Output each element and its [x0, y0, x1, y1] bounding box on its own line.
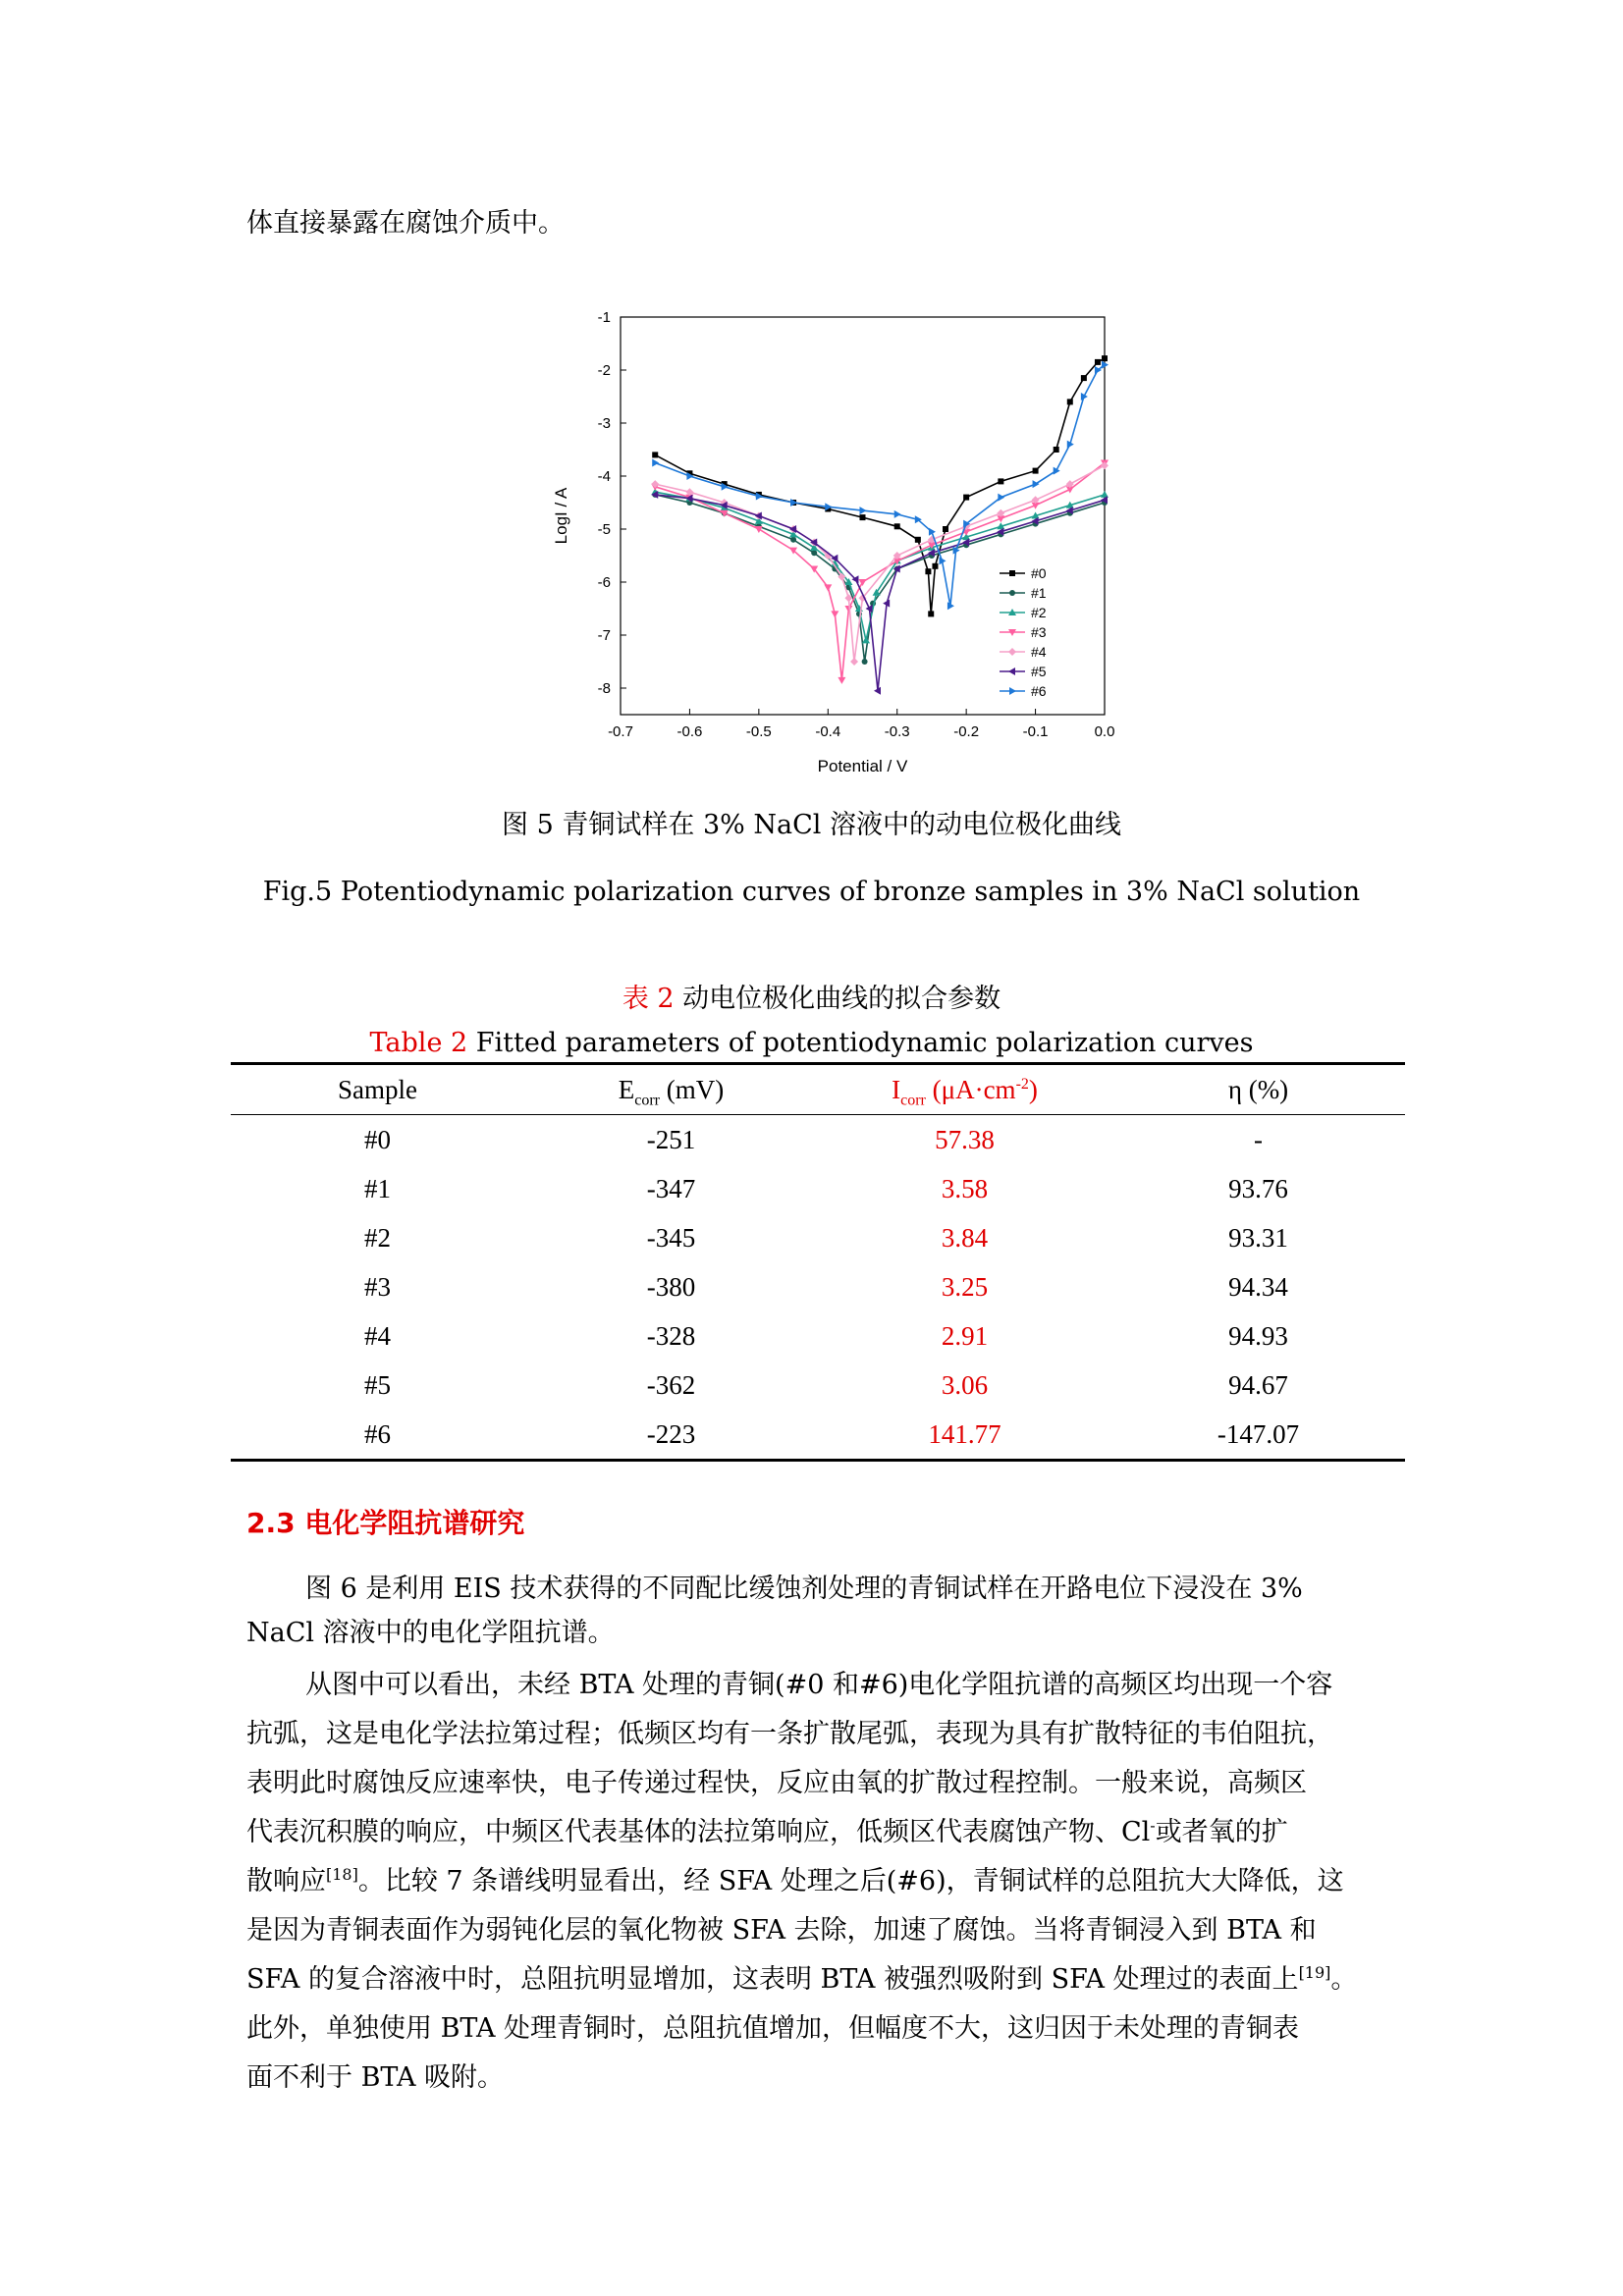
legend-marker [1009, 590, 1015, 596]
data-point [850, 658, 858, 666]
table-row [231, 1410, 1405, 1461]
cell-eta: 94.93 [1228, 1320, 1288, 1351]
paragraph-line: 是因为青铜表面作为弱钝化层的氧化物被 SFA 去除，加速了腐蚀。当将青铜浸入到 BTA 和 [246, 1915, 1317, 1946]
data-point [998, 494, 1004, 502]
x-tick-label: -0.5 [745, 723, 772, 740]
table-row [231, 1262, 1405, 1311]
legend-marker [1009, 687, 1016, 695]
y-tick-label: -4 [597, 468, 611, 485]
data-point [915, 537, 921, 543]
header-icorr-unit: (μA·cm [925, 1074, 1016, 1104]
table-row [231, 1361, 1405, 1410]
data-point [790, 537, 796, 543]
paragraph-line: 抗弧，这是电化学法拉第过程；低频区均有一条扩散尾弧，表现为具有扩散特征的韦伯阻抗， [246, 1719, 1333, 1749]
x-tick-label: -0.3 [884, 723, 910, 740]
cell-ecorr: -223 [524, 1410, 818, 1461]
cell-ecorr: -362 [646, 1369, 696, 1400]
data-point [1102, 355, 1108, 361]
cell-sample: #0 [364, 1124, 391, 1154]
table-caption-en-label: Table 2 [369, 1028, 468, 1058]
y-axis-label: LogI / A [552, 487, 570, 545]
header-icorr-main: I [892, 1074, 901, 1104]
cell-ecorr: -345 [646, 1222, 696, 1253]
y-tick-label: -8 [597, 680, 611, 697]
legend-label: #1 [1031, 585, 1047, 601]
legend-label: #6 [1031, 683, 1047, 699]
table-caption-en [0, 1030, 1623, 1056]
cell-icorr: 141.77 [818, 1410, 1111, 1461]
header-icorr [818, 1064, 1111, 1115]
y-tick-label: -7 [597, 627, 611, 644]
cell-ecorr: -380 [646, 1271, 696, 1302]
figure-caption-zh: 图 5 青铜试样在 3% NaCl 溶液中的动电位极化曲线 [502, 810, 1121, 840]
intro-line: 体直接暴露在腐蚀介质中。 [246, 208, 565, 239]
table-header-row [231, 1064, 1405, 1115]
data-point [925, 568, 931, 574]
paragraph-line: 表明此时腐蚀反应速率快，电子传递过程快，反应由氧的扩散过程控制。一般来说，高频区 [246, 1768, 1307, 1798]
cell-eta: - [1254, 1124, 1263, 1154]
data-point [1081, 375, 1087, 381]
paragraph-line: 面不利于 BTA 吸附。 [246, 2062, 505, 2093]
header-icorr-sub: corr [900, 1091, 926, 1108]
table-caption-zh-label: 表 2 [622, 984, 675, 1014]
header-ecorr-sub: corr [634, 1091, 661, 1108]
data-point [1081, 393, 1088, 400]
data-point [932, 563, 938, 569]
data-point [998, 478, 1003, 484]
data-point [894, 510, 901, 518]
y-tick-label: -1 [597, 309, 611, 326]
x-tick-label: 0.0 [1094, 723, 1115, 740]
x-axis-label: Potential / V [817, 757, 908, 775]
x-tick-label: -0.7 [608, 723, 633, 740]
x-tick-label: -0.6 [676, 723, 703, 740]
header-eta: η (%) [1111, 1064, 1405, 1115]
cell-eta: 94.67 [1228, 1369, 1288, 1400]
cell-icorr: 3.58 [941, 1173, 989, 1203]
paragraph-fragment: 或者氧的扩 [1155, 1817, 1288, 1847]
polarization-chart [530, 293, 1139, 783]
data-point [963, 495, 969, 501]
cell-ecorr: -347 [646, 1173, 696, 1203]
cell-sample: #4 [364, 1320, 391, 1351]
paragraph-line: 从图中可以看出，未经 BTA 处理的青铜(#0 和#6)电化学阻抗谱的高频区均出现一个容 [305, 1670, 1333, 1700]
legend-label: #4 [1031, 644, 1047, 660]
data-point [1067, 399, 1073, 404]
header-ecorr-unit: (mV) [660, 1074, 725, 1104]
legend-marker [1008, 667, 1015, 675]
y-tick-label: -2 [597, 362, 611, 379]
data-point [824, 584, 832, 591]
data-point [755, 526, 763, 533]
header-icorr-close: ) [1028, 1074, 1038, 1104]
paragraph-line: NaCl 溶液中的电化学阻抗谱。 [246, 1618, 615, 1648]
paragraph-line [246, 1865, 1344, 1896]
data-point [860, 514, 866, 520]
legend-marker [1008, 648, 1016, 656]
table-row [231, 1164, 1405, 1213]
legend-marker [1009, 570, 1015, 576]
data-point [652, 452, 658, 457]
cell-eta: 94.34 [1228, 1271, 1288, 1302]
header-ecorr-main: E [618, 1074, 635, 1104]
cell-eta: 93.76 [1228, 1173, 1288, 1203]
x-tick-label: -0.2 [953, 723, 980, 740]
data-point [928, 611, 934, 616]
citation-19: [19] [1298, 1963, 1331, 1982]
cell-ecorr: -328 [646, 1320, 696, 1351]
cell-icorr: 2.91 [941, 1320, 989, 1351]
cell-icorr: 57.38 [935, 1124, 995, 1154]
legend-label: #3 [1031, 624, 1047, 640]
header-ecorr [524, 1064, 818, 1115]
data-point [811, 550, 817, 556]
paragraph-line: 图 6 是利用 EIS 技术获得的不同配比缓蚀剂处理的青铜试样在开路电位下浸没在 3% [305, 1574, 1303, 1604]
data-point [1095, 359, 1101, 365]
x-tick-label: -0.4 [815, 723, 841, 740]
data-point [1033, 468, 1039, 474]
paragraph-fragment: 。比较 7 条谱线明显看出，经 SFA 处理之后(#6)，青铜试样的总阻抗大大降低，这 [357, 1866, 1344, 1896]
paragraph-fragment: 代表沉积膜的响应，中频区代表基体的法拉第响应，低频区代表腐蚀产物、Cl [246, 1817, 1151, 1847]
citation-18: [18] [326, 1865, 358, 1884]
paragraph-line: 此外，单独使用 BTA 处理青铜时，总阻抗值增加，但幅度不大，这归因于未处理的青铜表 [246, 2013, 1300, 2044]
cell-eta: -147.07 [1111, 1410, 1405, 1461]
cell-sample: #1 [364, 1173, 391, 1203]
paragraph-fragment: 散响应 [246, 1866, 326, 1896]
table-row [231, 1311, 1405, 1361]
data-point [862, 659, 868, 665]
data-point [943, 526, 948, 532]
header-sample: Sample [231, 1064, 524, 1115]
cell-sample: #6 [231, 1410, 524, 1461]
data-point [652, 459, 659, 467]
header-icorr-sup: -2 [1015, 1075, 1029, 1093]
fitted-parameters-table [231, 1062, 1405, 1462]
cell-sample: #2 [364, 1222, 391, 1253]
cell-icorr: 3.84 [941, 1222, 989, 1253]
cell-eta: 93.31 [1228, 1222, 1288, 1253]
paragraph-fragment: 。 [1330, 1964, 1358, 1995]
table-caption-zh [0, 986, 1623, 1012]
cell-sample: #3 [364, 1271, 391, 1302]
data-point [894, 523, 900, 529]
data-point [1054, 447, 1059, 453]
table-caption-zh-text: 动电位极化曲线的拟合参数 [674, 984, 1001, 1014]
legend-label: #2 [1031, 605, 1047, 620]
cell-ecorr: -251 [646, 1124, 696, 1154]
y-tick-label: -5 [597, 521, 611, 538]
paragraph-fragment: SFA 的复合溶液中时，总阻抗明显增加，这表明 BTA 被强烈吸附到 SFA 处理过的表面上 [246, 1964, 1299, 1995]
data-point [1054, 467, 1060, 475]
data-point [838, 677, 845, 684]
x-tick-label: -0.1 [1022, 723, 1049, 740]
table-caption-en-text: Fitted parameters of potentiodynamic polarization curves [467, 1028, 1254, 1058]
figure-caption-en: Fig.5 Potentiodynamic polarization curves of bronze samples in 3% NaCl solution [262, 877, 1361, 907]
chloride-superscript: - [1150, 1816, 1156, 1835]
data-point [860, 507, 867, 514]
paragraph-line [246, 1963, 1358, 1995]
data-point [1101, 461, 1109, 469]
y-tick-label: -6 [597, 574, 611, 591]
data-point [831, 611, 839, 617]
legend-label: #5 [1031, 664, 1047, 679]
cell-sample: #5 [364, 1369, 391, 1400]
cell-icorr: 3.06 [941, 1369, 989, 1400]
table-row [231, 1115, 1405, 1165]
paragraph-line [246, 1816, 1288, 1847]
legend-label: #0 [1031, 565, 1047, 581]
y-tick-label: -3 [597, 415, 611, 432]
data-point [859, 579, 867, 586]
table-row [231, 1213, 1405, 1262]
section-title: 2.3 电化学阻抗谱研究 [246, 1507, 525, 1539]
cell-icorr: 3.25 [941, 1271, 989, 1302]
